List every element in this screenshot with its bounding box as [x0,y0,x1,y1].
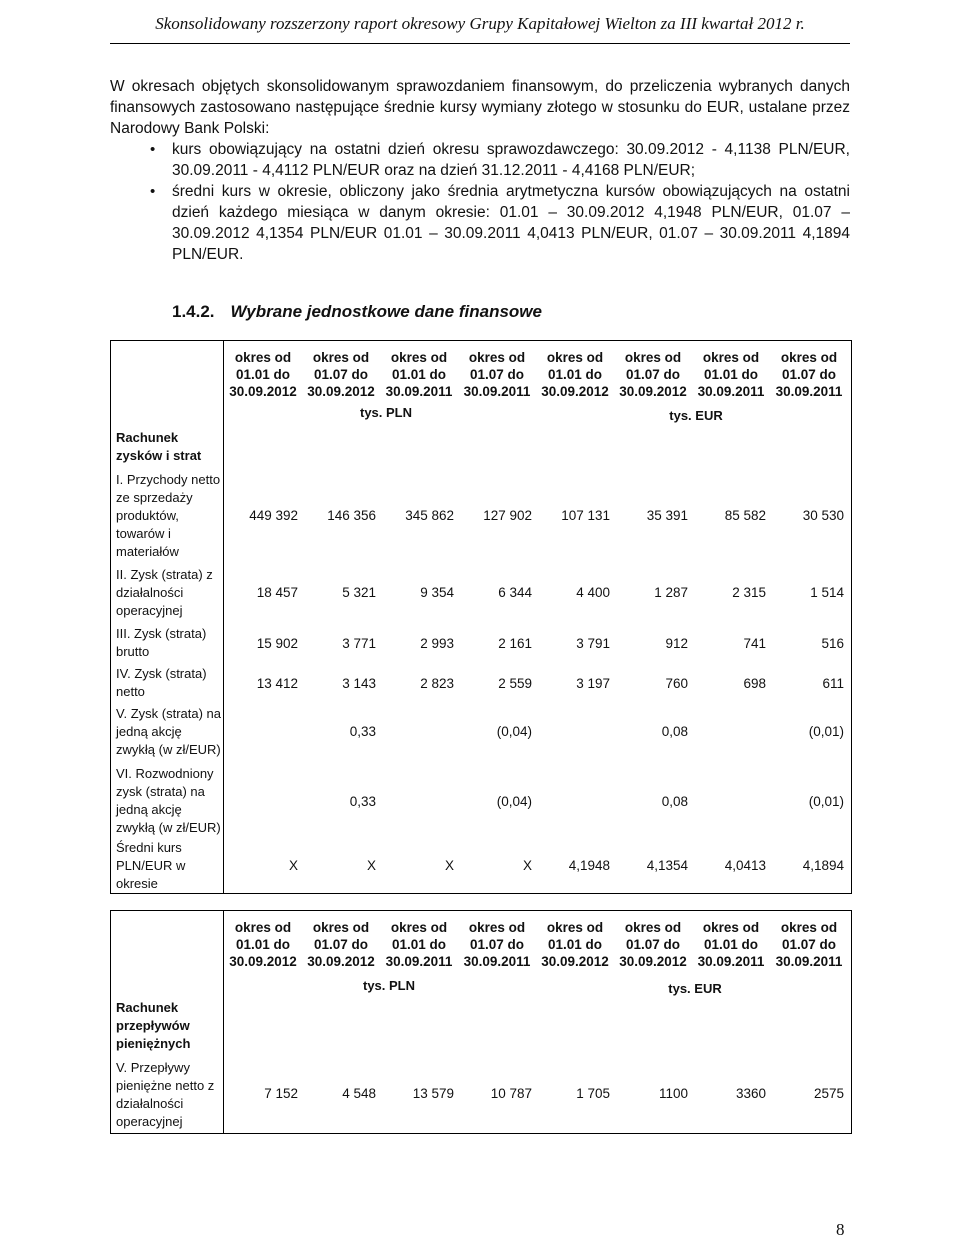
column-header-line: 01.01 do [703,937,759,952]
table-cell: 698 [743,676,766,691]
column-header-line: 01.01 do [235,367,291,382]
table-cell: X [366,858,376,873]
column-header [224,919,302,970]
table-cell: 107 131 [561,508,610,523]
intro-section [110,76,850,265]
column-header-line: 01.01 do [547,937,603,952]
column-header-line: okres od [546,920,604,935]
column-header-line: okres od [624,350,682,365]
table-cell: 4 400 [576,585,610,600]
table-heading: Rachunek zysków i strat [116,430,202,463]
column-header-line: 01.07 do [313,937,369,952]
column-header-line: 30.09.2012 [307,954,375,969]
column-header [614,349,692,400]
column-header-line: okres od [702,920,760,935]
row-label: IV. Zysk (strata) netto [116,666,207,699]
column-header-line: 01.07 do [781,367,837,382]
table-cell: 3 771 [342,636,376,651]
column-header-line: 30.09.2012 [229,384,297,399]
column-header-line: 01.07 do [469,937,525,952]
exchange-rate-list [110,139,850,265]
column-header [536,919,614,970]
column-header-line: 30.09.2011 [463,954,531,969]
table-cell: 1 514 [810,585,844,600]
column-header-line: 01.01 do [547,367,603,382]
exchange-rate-bullet-period-end: • kurs obowiązujący na ostatni dzień okresu sprawozdawczego: 30.09.2012 - 4,1138 PLN/EUR, 30.09.2011 - 4,4112 PLN/EUR oraz na dzień 31.12.2011 - 4,4168 PLN/EUR; [172,139,850,181]
table-cell: 449 392 [249,508,298,523]
column-header [302,919,380,970]
table-cell: 4 548 [342,1086,376,1101]
column-header-line: okres od [468,350,526,365]
table-cell: 345 862 [405,508,454,523]
table-cell: 85 582 [724,508,766,523]
column-header [536,349,614,400]
table-cell: 35 391 [646,508,688,523]
column-header-line: okres od [234,350,292,365]
table-cell: 6 344 [498,585,532,600]
table-cell: 0,33 [349,724,376,739]
section-title-text: Wybrane jednostkowe dane finansowe [230,302,542,321]
column-header-line: 30.09.2012 [307,384,375,399]
column-header-line: 30.09.2011 [697,954,765,969]
column-header-line: 30.09.2011 [385,384,453,399]
table-cell: 9 354 [420,585,454,600]
table-cell: 5 321 [342,585,376,600]
page-number: 8 [836,1220,845,1239]
column-header-line: 01.01 do [391,937,447,952]
column-header-line: 30.09.2012 [541,384,609,399]
column-header [380,919,458,970]
column-header-line: 01.07 do [469,367,525,382]
column-header-line: okres od [702,350,760,365]
table-cell: 4,0413 [724,858,766,873]
table-cell: (0,01) [808,794,844,809]
column-header-line: 30.09.2012 [619,954,687,969]
column-header [692,349,770,400]
table-cell: X [288,858,298,873]
table-cell: 0,08 [661,794,688,809]
row-label: VI. Rozwodniony zysk (strata) na jedną akcję zwykłą (w zł/EUR) [116,766,221,835]
column-header-line: 30.09.2011 [697,384,765,399]
table-cell: 2 161 [498,636,532,651]
column-header [614,919,692,970]
table-cell: 30 530 [802,508,844,523]
table-cell: 127 902 [483,508,532,523]
unit-label-eur: tys. EUR [668,981,722,996]
table-cell: 7 152 [264,1086,298,1101]
table-cell: 3 143 [342,676,376,691]
column-header-line: okres od [624,920,682,935]
column-header-line: okres od [390,920,448,935]
table-cell: X [522,858,532,873]
row-label: V. Przepływy pieniężne netto z działalności operacyjnej [116,1060,215,1129]
column-header [224,349,302,400]
table-cell: 1 705 [576,1086,610,1101]
column-header-line: 30.09.2011 [463,384,531,399]
table-cell: (0,04) [496,794,532,809]
table-cell: 10 787 [490,1086,532,1101]
table-cell: (0,01) [808,724,844,739]
table-cell: (0,04) [496,724,532,739]
column-header-line: 30.09.2011 [775,384,843,399]
column-header-line: 01.01 do [703,367,759,382]
table-cell: 0,08 [661,724,688,739]
table-cell: X [444,858,454,873]
column-header-line: 01.01 do [235,937,291,952]
column-header-line: okres od [312,350,370,365]
table-cell: 741 [743,636,766,651]
row-label: Średni kurs PLN/EUR w okresie [116,840,186,891]
column-header [302,349,380,400]
column-header-line: 30.09.2012 [619,384,687,399]
table-cell: 4,1894 [802,858,844,873]
column-header-line: okres od [390,350,448,365]
column-header-line: 01.07 do [781,937,837,952]
table-cell: 4,1948 [568,858,610,873]
column-header-line: 30.09.2011 [385,954,453,969]
column-header-line: okres od [468,920,526,935]
table-cell: 3 791 [576,636,610,651]
column-header [458,919,536,970]
column-header [458,349,536,400]
column-header-line: okres od [546,350,604,365]
header-rule [110,43,850,44]
table-cell: 13 579 [412,1086,454,1101]
table-cell: 760 [665,676,688,691]
table-cell: 516 [821,636,844,651]
column-header-line: 01.07 do [625,937,681,952]
column-header [770,349,848,400]
table-cell: 4,1354 [646,858,688,873]
table-cell: 3 197 [576,676,610,691]
column-header-line: 30.09.2012 [229,954,297,969]
row-label: V. Zysk (strata) na jedną akcję zwykłą (w zł/EUR) [116,706,221,757]
table-cell: 2 559 [498,676,532,691]
column-header-line: 30.09.2011 [775,954,843,969]
table-cell: 13 412 [256,676,298,691]
unit-label-eur: tys. EUR [669,408,723,423]
unit-label-pln: tys. PLN [359,405,412,420]
column-header-line: okres od [312,920,370,935]
unit-label-pln: tys. PLN [362,978,415,993]
income-statement-table [110,340,852,894]
row-label: III. Zysk (strata) brutto [116,626,207,659]
row-label: II. Zysk (strata) z działalności operacyjnej [116,567,213,618]
document-header: Skonsolidowany rozszerzony raport okresowy Grupy Kapitałowej Wielton za III kwartał 2012 r. [155,14,805,33]
table-cell: 912 [665,636,688,651]
table-cell: 15 902 [256,636,298,651]
cashflow-table [110,910,852,1134]
table-cell: 1100 [658,1086,688,1101]
column-header-line: okres od [780,350,838,365]
intro-paragraph: W okresach objętych skonsolidowanym sprawozdaniem finansowym, do przeliczenia wybranych danych finansowych zastosowano następujące średnie kursy wymiany złotego w stosunku do EUR, ustalane przez Narodowy Bank Polski: [110,78,850,137]
column-header-line: okres od [234,920,292,935]
table-heading: Rachunek przepływów pieniężnych [116,1000,191,1051]
column-header-line: 01.07 do [625,367,681,382]
table-cell: 611 [822,676,844,691]
column-header-line: okres od [780,920,838,935]
exchange-rate-bullet-average: • średni kurs w okresie, obliczony jako średnia arytmetyczna kursów obowiązujących na ostatni dzień każdego miesiąca w danym okresie: 01.01 – 30.09.2012 4,1948 PLN/EUR, 01.07 – 30.09.2012 4,1354 PLN/EUR 01.01 – 30.09.2011 4,0413 PLN/EUR, 01.07 – 30.09.2011 4,1894 PLN/EUR. [172,181,850,265]
table-cell: 2 315 [732,585,766,600]
column-header [692,919,770,970]
section-title [172,302,542,322]
column-header-line: 01.01 do [391,367,447,382]
row-label: I. Przychody netto ze sprzedaży produktów, towarów i materiałów [116,472,221,559]
table-cell: 0,33 [349,794,376,809]
column-header [380,349,458,400]
table-cell: 146 356 [327,508,376,523]
column-header-line: 30.09.2012 [541,954,609,969]
table-cell: 3360 [735,1086,766,1101]
table-cell: 2575 [813,1086,844,1101]
table-cell: 1 287 [654,585,688,600]
table-cell: 18 457 [256,585,298,600]
column-header [770,919,848,970]
table-cell: 2 993 [420,636,454,651]
column-header-line: 01.07 do [313,367,369,382]
table-cell: 2 823 [420,676,454,691]
section-number: 1.4.2. [172,302,215,321]
